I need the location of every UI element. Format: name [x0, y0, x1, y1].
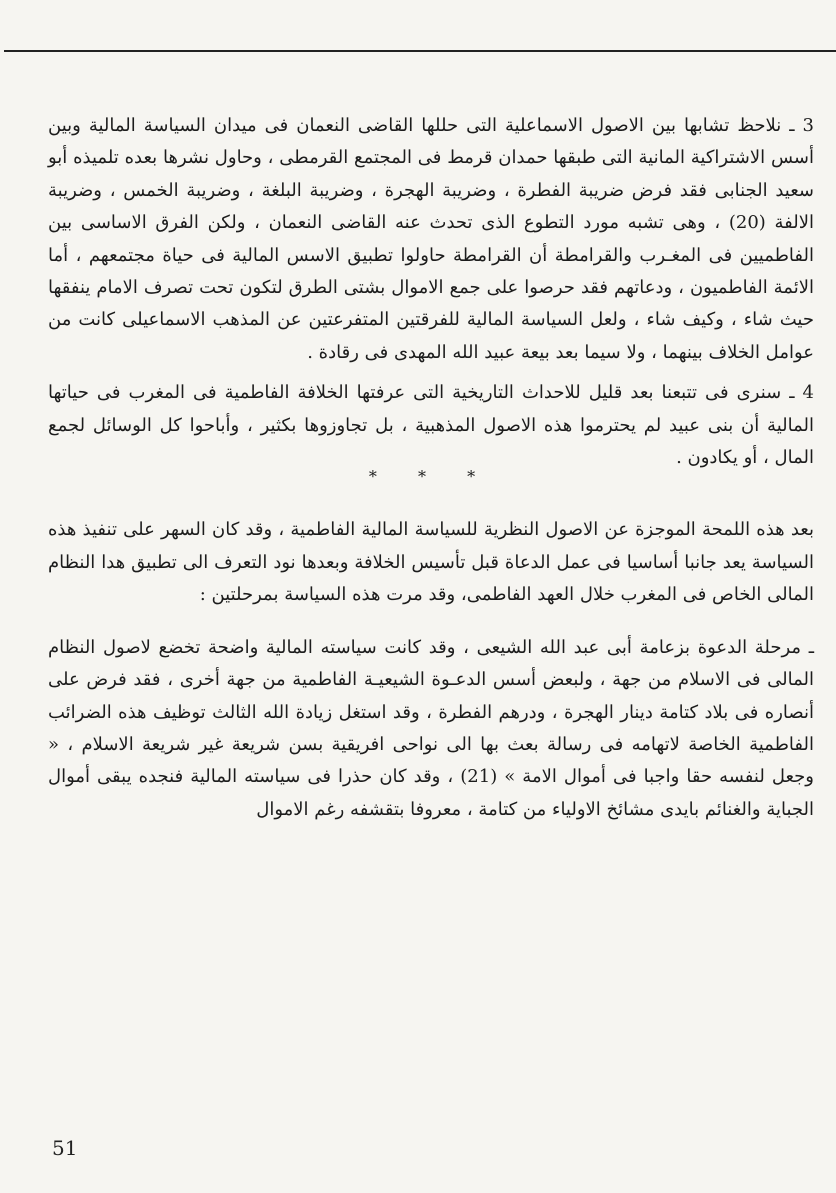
paragraph-4: 4 ـ سنرى فى تتبعنا بعد قليل للاحداث التاريخية التى عرفتها الخلافة الفاطمية فى المغرب فى حياتها المالية أن بنى عبيد لم يحترموا هذه الاصول المذهبية ، بل تجاوزوها بكثير ، وأباحوا كل الوسائل لجمع المال ، أو يكادون . [48, 382, 814, 469]
page-body [48, 110, 814, 826]
paragraph-3: 3 ـ نلاحظ تشابها بين الاصول الاسماعلية التى حللها القاضى النعمان فى ميدان السياسة المالية وبين أسس الاشتراكية المانية التى طبقها حمدان قرمط فى المجتمع القرمطى ، وحاول نشرها بعده تلميذه أبو سعيد الجنابى فقد فرض ضريبة الفطرة ، وضريبة الهجرة ، وضريبة البلغة ، وضريبة الخمس ، وضريبة الالفة (20) ، وهى تشبه مورد التطوع الذى تحدث عنه القاضى النعمان ، ولكن الفرق الاساسى بين الفاطميين فى المغـرب والقرامطة أن القرامطة حاولوا تطبيق الاسس المالية فى حياة مجتمعهم ، أما الائمة الفاطميون ، ودعاتهم فقد حرصوا على جمع الاموال بشتى الطرق لتكون تحت تصرف الامام ينفقها حيث شاء ، وكيف شاء ، ولعل السياسة المالية للفرقتين المتفرعتين عن المذهب الاسماعيلى كانت من عوامل الخلاف بينهما ، ولا سيما بعد بيعة عبيد الله المهدى فى رقادة . [48, 115, 814, 363]
paragraph-intro: بعد هذه اللمحة الموجزة عن الاصول النظرية للسياسة المالية الفاطمية ، وقد كان السهر على تنفيذ هذه السياسة يعد جانبا أساسيا فى عمل الدعاة قبل تأسيس الخلافة وبعدها نود التعرف الى تطبيق هدا النظام المالى الخاص فى المغرب خلال العهد الفاطمى، وقد مرت هذه السياسة بمرحلتين : [48, 519, 814, 606]
header-rule [4, 50, 836, 52]
page-number: 51 [52, 1136, 78, 1160]
paragraph-phase-one: ـ مرحلة الدعوة بزعامة أبى عبد الله الشيعى ، وقد كانت سياسته المالية واضحة تخضع لاصول النظام المالى فى الاسلام من جهة ، ولبعض أسس الدعـوة الشيعيـة الفاطمية من جهة أخرى ، فقد فرض على أنصاره فى بلاد كتامة دينار الهجرة ، ودرهم الفطرة ، وقد استغل زيادة الله الثالث توظيف هذه الضرائب الفاطمية الخاصة لاتهامه فى رسالة بعث بها الى نواحى افريقية بسن شريعة غير شريعة الاسلام ، « وجعل لنفسه حقا واجبا فى أموال الامة » (21) ، وقد كان حذرا فى سياسته المالية فنجده يبقى أموال الجباية والغنائم بايدى مشائخ الاولياء من كتامة ، معروفا بتقشفه رغم الاموال [48, 636, 814, 820]
section-separator: * * * [368, 467, 494, 487]
